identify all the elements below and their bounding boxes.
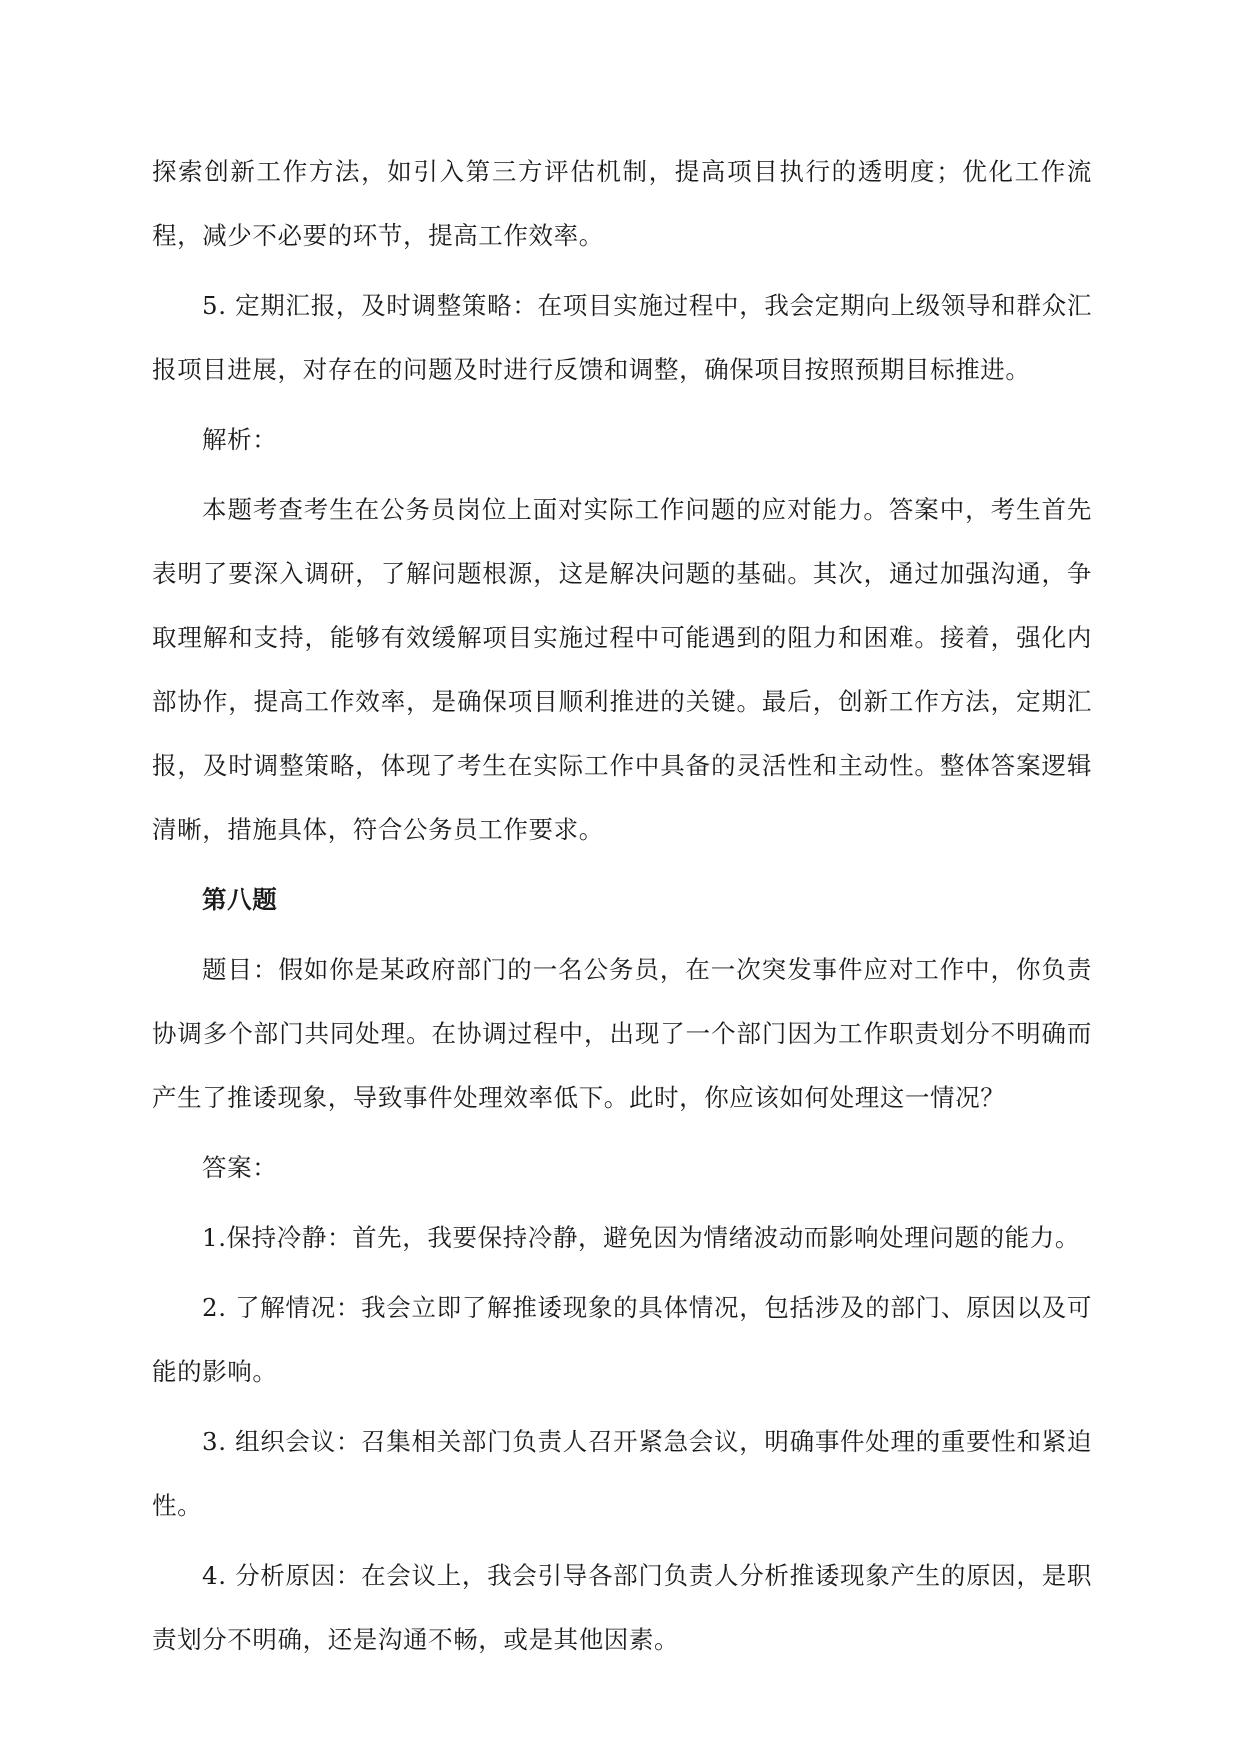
answer-label: 答案： — [202, 1153, 278, 1182]
question-heading: 第八题 — [202, 885, 278, 914]
question-text: 题目：假如你是某政府部门的一名公务员，在一次突发事件应对工作中，你负责协调多个部门共同处理。在协调过程中，出现了一个部门因为工作职责划分不明确而产生了推诿现象，导致事件处理效率低下。此时，你应该如何处理这一情况？ — [152, 955, 1092, 1112]
answer-point-1: 1.保持冷静：首先，我要保持冷静，避免因为情绪波动而影响处理问题的能力。 — [202, 1223, 1080, 1252]
answer-point-3: 3. 组织会议：召集相关部门负责人召开紧急会议，明确事件处理的重要性和紧迫性。 — [152, 1427, 1092, 1520]
analysis-label: 解析： — [202, 425, 278, 454]
paragraph-innovation-continued: 探索创新工作方法，如引入第三方评估机制，提高项目执行的透明度；优化工作流程，减少不必要的环节，提高工作效率。 — [152, 157, 1092, 250]
analysis-paragraph: 本题考查考生在公务员岗位上面对实际工作问题的应对能力。答案中，考生首先表明了要深入调研，了解问题根源，这是解决问题的基础。其次，通过加强沟通，争取理解和支持，能够有效缓解项目实施过程中可能遇到的阻力和困难。接着，强化内部协作，提高工作效率，是确保项目顺利推进的关键。最后，创新工作方法，定期汇报，及时调整策略，体现了考生在实际工作中具备的灵活性和主动性。整体答案逻辑清晰，措施具体，符合公务员工作要求。 — [152, 495, 1092, 844]
answer-point-2: 2. 了解情况：我会立即了解推诿现象的具体情况，包括涉及的部门、原因以及可能的影响。 — [152, 1293, 1092, 1386]
paragraph-answer-point-5: 5. 定期汇报，及时调整策略：在项目实施过程中，我会定期向上级领导和群众汇报项目进展，对存在的问题及时进行反馈和调整，确保项目按照预期目标推进。 — [152, 291, 1092, 384]
answer-point-4: 4. 分析原因：在会议上，我会引导各部门负责人分析推诿现象产生的原因，是职责划分不明确，还是沟通不畅，或是其他因素。 — [152, 1561, 1092, 1654]
document-page — [152, 140, 1092, 1672]
